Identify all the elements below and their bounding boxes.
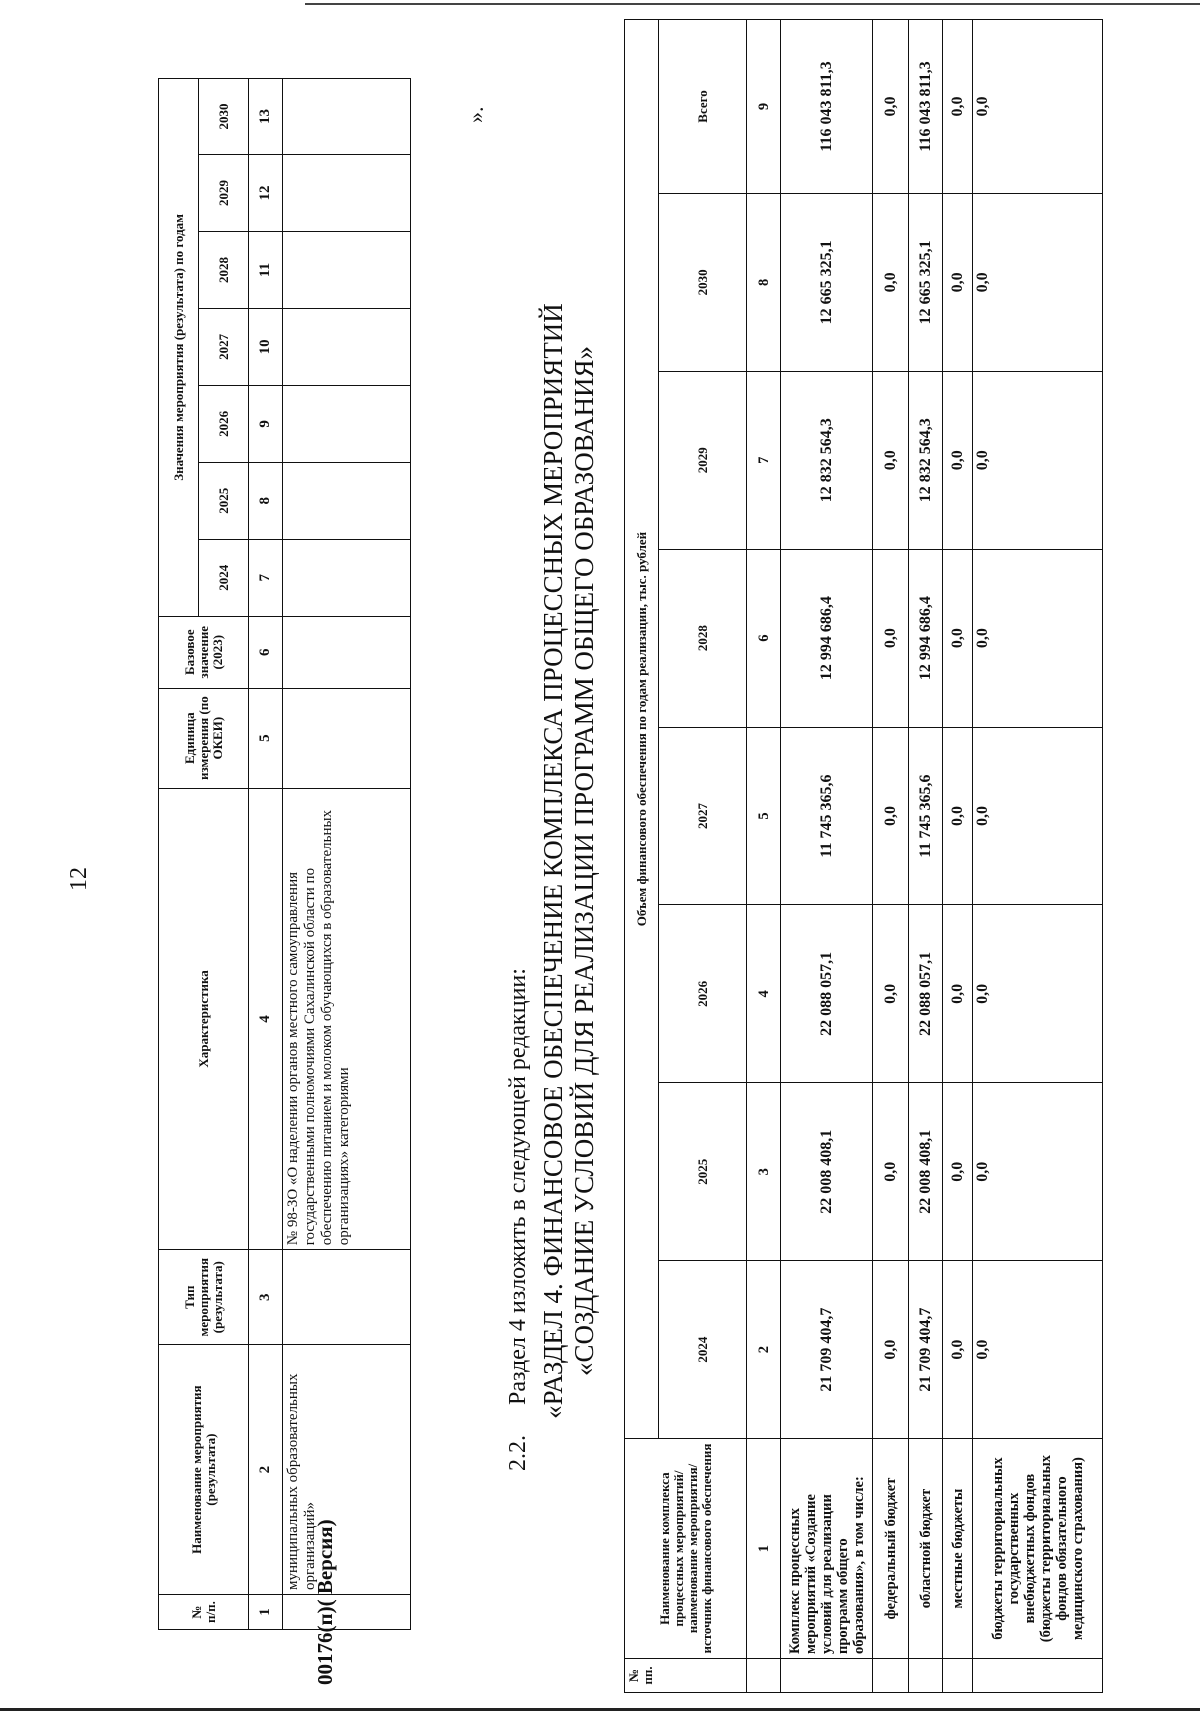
cell-value: 12 994 686,4 [781,549,873,727]
cell-total: 0,0 [873,20,909,194]
row-name: федеральный бюджет [873,1439,909,1659]
cell-value: 0,0 [973,549,1103,727]
year-header: 2025 [659,1083,747,1261]
cell-value: 12 994 686,4 [909,549,943,727]
cell-value: 11 745 365,6 [781,727,873,905]
col-number: 7 [747,371,781,549]
row-name: областной бюджет [909,1439,943,1659]
year-header: 2028 [199,232,249,309]
year-header: 2030 [199,79,249,155]
col-number: 5 [249,688,283,788]
section-intro-text: Раздел 4 изложить в следующей редакции: [505,968,531,1405]
row-name: Комплекс процессных мероприятий «Создание условий для реализации программ общего образования», в том числе: [781,1439,873,1659]
col-header-base: Базовое значение (2023) [159,616,249,688]
cell-value: 22 088 057,1 [909,905,943,1083]
col-header-volume-group: Объем финансового обеспечения по годам реализации, тыс. рублей [625,20,659,1439]
cell-value: 0,0 [973,727,1103,905]
col-number: 3 [249,1250,283,1345]
col-header-type: Тип мероприятия (результата) [159,1250,249,1345]
year-header: 2027 [659,727,747,905]
col-header-characteristic: Характеристика [159,788,249,1250]
year-header: 2025 [199,462,249,539]
page-number: 12 [66,867,92,891]
row-name: бюджеты территориальных государственных внебюджетных фондов (бюджеты территориальных фондов обязательного медицинского страхования) [973,1439,1103,1659]
closing-mark: ». [463,106,488,123]
col-number: 4 [747,905,781,1083]
table-row [781,20,873,1693]
row-name: местные бюджеты [943,1439,973,1659]
year-header: 2026 [659,905,747,1083]
cell-value: 0,0 [973,1261,1103,1439]
col-header-values-group: Значения мероприятия (результата) по годам [159,79,199,617]
cell-value: 11 745 365,6 [909,727,943,905]
cell-value: 0,0 [873,549,909,727]
total-header: Всего [659,20,747,194]
year-header: 2027 [199,308,249,385]
year-header: 2029 [659,371,747,549]
year-header: 2029 [199,155,249,232]
cell-total: 116 043 811,3 [781,20,873,194]
cell-total: 0,0 [973,20,1103,194]
table-row [943,20,973,1693]
cell-value: 21 709 404,7 [781,1261,873,1439]
col-number: 1 [747,1439,781,1659]
cell-value: 0,0 [943,193,973,371]
cell-value: 0,0 [943,727,973,905]
col-header-num: № пп. [625,1659,747,1693]
section-title: «РАЗДЕЛ 4. ФИНАНСОВОЕ ОБЕСПЕЧЕНИЕ КОМПЛЕКСА ПРОЦЕССНЫХ МЕРОПРИЯТИЙ «СОЗДАНИЕ УСЛОВИЙ ДЛЯ РЕАЛИЗАЦИИ ПРОГРАММ ОБЩЕГО ОБРАЗОВАНИЯ» [538,303,599,1419]
cell-value: 0,0 [873,1261,909,1439]
col-number: 7 [249,539,283,616]
cell-value: 12 832 564,3 [781,371,873,549]
col-number: 9 [747,20,781,194]
cell-value: 0,0 [943,1083,973,1261]
cell-value: 0,0 [873,727,909,905]
col-number: 11 [249,232,283,309]
cell-value: 22 008 408,1 [781,1083,873,1261]
col-header-name: Наименование комплекса процессных мероприятий/ наименование мероприятия/источник финансового обеспечения [625,1439,747,1659]
cell-value: 0,0 [973,1083,1103,1261]
year-header: 2028 [659,549,747,727]
table-row [909,20,943,1693]
cell-total: 116 043 811,3 [909,20,943,194]
cell-value: 12 665 325,1 [781,193,873,371]
col-number: 2 [249,1345,283,1595]
cell-value: 0,0 [943,371,973,549]
row-name: муниципальных образовательных организаций» [283,1345,411,1595]
col-number: 3 [747,1083,781,1261]
table-row [973,20,1103,1693]
col-number: 6 [747,549,781,727]
col-number: 4 [249,788,283,1250]
cell-value: 0,0 [873,1083,909,1261]
document-code: 00176(п)( Версия) [313,1519,337,1685]
scan-edge-line [305,3,1200,5]
section-number: 2.2. [505,1435,531,1471]
col-number: 6 [249,616,283,688]
cell-value: 0,0 [943,905,973,1083]
cell-value: 0,0 [943,1261,973,1439]
section-intro [505,968,532,1471]
col-number: 13 [249,79,283,155]
col-number: 8 [747,193,781,371]
col-number: 5 [747,727,781,905]
cell-value: 0,0 [873,905,909,1083]
cell-value: 0,0 [943,549,973,727]
table-row [873,20,909,1693]
cell-value: 0,0 [973,371,1103,549]
cell-value: 22 088 057,1 [781,905,873,1083]
cell-total: 0,0 [943,20,973,194]
col-number: 10 [249,308,283,385]
col-number: 9 [249,385,283,462]
cell-value: 12 832 564,3 [909,371,943,549]
table-row [283,79,411,1630]
col-header-num: № п/п. [159,1595,249,1630]
col-number: 1 [249,1595,283,1630]
cell-value: 0,0 [973,905,1103,1083]
year-header: 2026 [199,385,249,462]
year-header: 2030 [659,193,747,371]
cell-value: 0,0 [873,193,909,371]
financing-table [624,19,1103,1693]
cell-value: 12 665 325,1 [909,193,943,371]
col-header-unit: Единица измерения (по ОКЕИ) [159,688,249,788]
cell-value: 0,0 [873,371,909,549]
col-number: 2 [747,1261,781,1439]
results-table [158,78,411,1630]
col-header-name: Наименование мероприятия (результата) [159,1345,249,1595]
col-number: 8 [249,462,283,539]
year-header: 2024 [659,1261,747,1439]
year-header: 2024 [199,539,249,616]
row-characteristic: № 98-ЗО «О наделении органов местного самоуправления государственными полномочиями Сахалинской области по обеспечению питанием и молоком обучающихся в образовательных организациях» категориями [283,788,411,1250]
col-number: 12 [249,155,283,232]
cell-value: 21 709 404,7 [909,1261,943,1439]
cell-value: 22 008 408,1 [909,1083,943,1261]
cell-value: 0,0 [973,193,1103,371]
